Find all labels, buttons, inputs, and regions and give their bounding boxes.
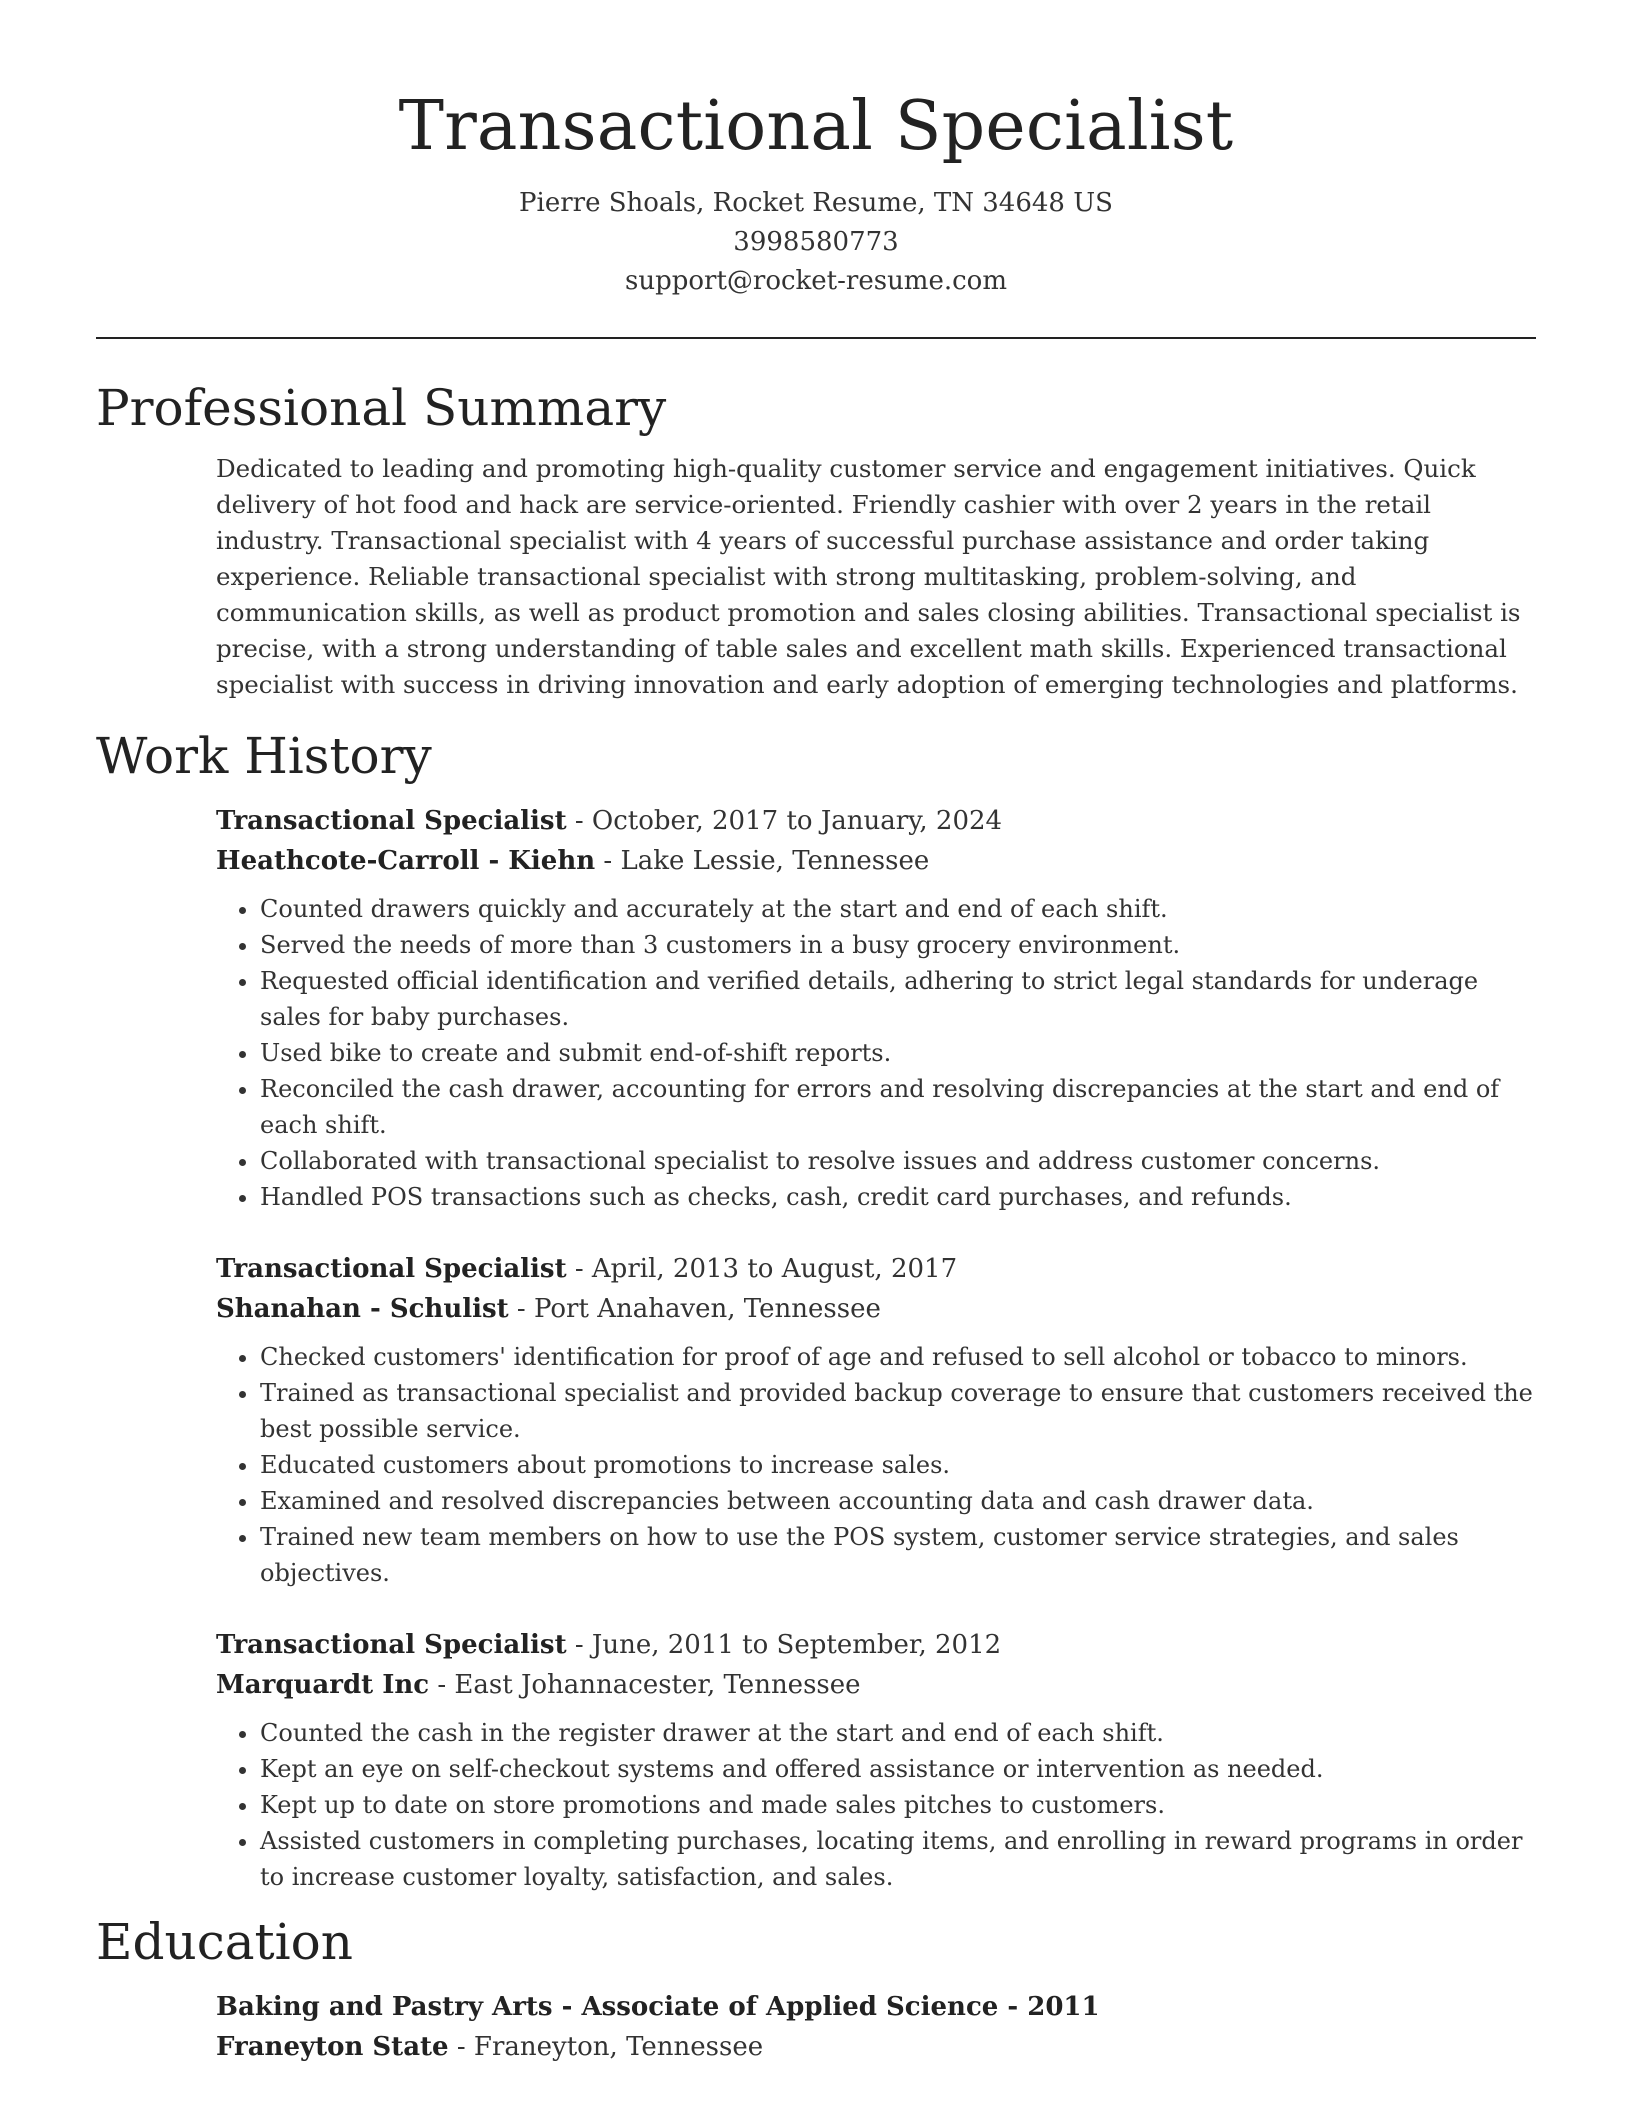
- school-location: - Franeyton, Tennessee: [448, 2032, 764, 2062]
- school-line: [216, 2027, 1536, 2067]
- education-list: [216, 1987, 1536, 2067]
- job-role: Transactional Specialist: [216, 1630, 567, 1660]
- job-dates: - October, 2017 to January, 2024: [566, 806, 1003, 836]
- address: Pierre Shoals, Rocket Resume, TN 34648 US: [519, 188, 1113, 218]
- list-item: • Trained new team members on how to use the POS system, customer service strategies, and sales objectives.: [260, 1519, 1536, 1591]
- list-item: • Assisted customers in completing purchases, locating items, and enrolling in reward programs in order to increase customer loyalty, satisfaction, and sales.: [260, 1823, 1536, 1895]
- list-item: • Educated customers about promotions to increase sales.: [260, 1447, 1536, 1483]
- job-title-line: [216, 801, 1536, 841]
- job-location: - Port Anahaven, Tennessee: [508, 1294, 881, 1324]
- header-divider: [96, 337, 1536, 339]
- list-item: • Checked customers' identification for proof of age and refused to sell alcohol or tobacco to minors.: [260, 1339, 1536, 1375]
- job-title-line: [216, 1625, 1536, 1665]
- contact-info: [96, 184, 1536, 301]
- job-title-line: [216, 1249, 1536, 1289]
- job-bullets: [216, 1339, 1536, 1591]
- list-item: • Used bike to create and submit end-of-shift reports.: [260, 1035, 1536, 1071]
- job-location: - Lake Lessie, Tennessee: [595, 846, 930, 876]
- job-entry: [216, 801, 1536, 1215]
- job-location: - East Johannacester, Tennessee: [429, 1670, 861, 1700]
- job-entry: [216, 1249, 1536, 1591]
- phone-number: 3998580773: [733, 227, 899, 257]
- list-item: • Examined and resolved discrepancies between accounting data and cash drawer data.: [260, 1483, 1536, 1519]
- work-history-list: [216, 801, 1536, 1895]
- resume-title: Transactional Specialist: [398, 87, 1234, 166]
- email-address: support@rocket-resume.com: [624, 266, 1007, 296]
- list-item: • Requested official identification and verified details, adhering to strict legal standards for underage sales for baby purchases.: [260, 963, 1536, 1035]
- work-history-heading: Work History: [96, 727, 432, 785]
- job-role: Transactional Specialist: [216, 806, 567, 836]
- job-company: Shanahan - Schulist: [216, 1294, 509, 1324]
- list-item: • Collaborated with transactional specialist to resolve issues and address customer concerns.: [260, 1143, 1536, 1179]
- list-item: • Reconciled the cash drawer, accounting for errors and resolving discrepancies at the start and end of each shift.: [260, 1071, 1536, 1143]
- job-company: Heathcote-Carroll - Kiehn: [216, 846, 596, 876]
- education-heading: Education: [96, 1913, 353, 1971]
- list-item: • Kept an eye on self-checkout systems and offered assistance or intervention as needed.: [260, 1751, 1536, 1787]
- job-dates: - June, 2011 to September, 2012: [566, 1630, 1002, 1660]
- degree: Baking and Pastry Arts - Associate of Applied Science - 2011: [216, 1992, 1100, 2022]
- list-item: • Kept up to date on store promotions and made sales pitches to customers.: [260, 1787, 1536, 1823]
- resume-header: [96, 0, 1536, 301]
- job-entry: [216, 1625, 1536, 1895]
- summary-text: Dedicated to leading and promoting high-quality customer service and engagement initiatives. Quick delivery of hot food and hack are service-oriented. Friendly cashier with over 2 years in the retail industry. Transactional specialist with 4 years of successful purchase assistance and order taking experience. Reliable transactional specialist with strong multitasking, problem-solving, and communication skills, as well as product promotion and sales closing abilities. Transactional specialist is precise, with a strong understanding of table sales and excellent math skills. Experienced transactional specialist with success in driving innovation and early adoption of emerging technologies and platforms.: [216, 454, 1521, 699]
- job-company-line: [216, 841, 1536, 881]
- list-item: • Served the needs of more than 3 customers in a busy grocery environment.: [260, 927, 1536, 963]
- summary-heading: Professional Summary: [96, 379, 667, 437]
- job-company-line: [216, 1289, 1536, 1329]
- list-item: • Trained as transactional specialist and provided backup coverage to ensure that customers received the best possible service.: [260, 1375, 1536, 1447]
- school-name: Franeyton State: [216, 2032, 449, 2062]
- job-bullets: [216, 1715, 1536, 1895]
- list-item: • Counted the cash in the register drawer at the start and end of each shift.: [260, 1715, 1536, 1751]
- job-company-line: [216, 1665, 1536, 1705]
- job-company: Marquardt Inc: [216, 1670, 430, 1700]
- education-entry: [216, 1987, 1536, 2067]
- job-role: Transactional Specialist: [216, 1254, 567, 1284]
- list-item: • Counted drawers quickly and accurately at the start and end of each shift.: [260, 891, 1536, 927]
- job-bullets: [216, 891, 1536, 1215]
- list-item: • Handled POS transactions such as checks, cash, credit card purchases, and refunds.: [260, 1179, 1536, 1215]
- job-dates: - April, 2013 to August, 2017: [566, 1254, 958, 1284]
- degree-line: [216, 1987, 1536, 2027]
- resume-page: [96, 0, 1536, 2067]
